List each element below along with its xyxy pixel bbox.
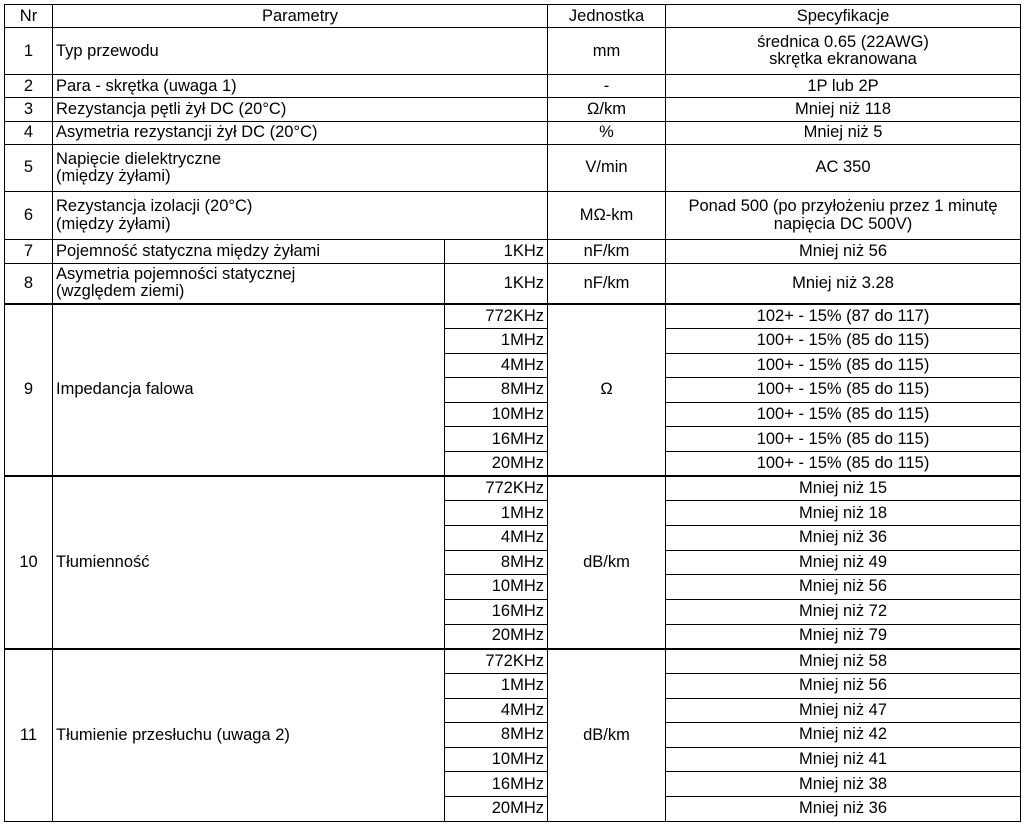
table-row [5,304,1021,329]
cell-line: Napięcie dielektryczne [56,149,222,168]
cell-line: 1P lub 2P [807,76,879,95]
row-unit: % [548,121,666,144]
cell-line: skrętka ekranowana [769,50,917,69]
row-specification: Mniej niż 47 [666,698,1021,723]
row-frequency: 772KHz [445,304,548,329]
table-row [5,98,1021,121]
row-frequency: 20MHz [445,452,548,477]
row-specification: Mniej niż 42 [666,723,1021,748]
cell-line: Asymetria rezystancji żył DC (20°C) [56,123,318,142]
row-nr: 1 [5,28,53,75]
row-frequency: 772KHz [445,476,548,501]
row-specification [666,144,1021,191]
row-specification [666,98,1021,121]
row-specification: 100+ - 15% (85 do 115) [666,353,1021,378]
row-nr: 7 [5,240,53,263]
row-unit: mm [548,28,666,75]
row-frequency: 1KHz [445,240,548,263]
table-row [5,28,1021,75]
row-parameter [53,240,445,263]
table-row [5,121,1021,144]
row-unit: - [548,75,666,98]
row-specification: Mniej niż 49 [666,550,1021,575]
table-row [5,191,1021,240]
row-parameter [53,191,548,240]
row-frequency: 4MHz [445,698,548,723]
row-frequency: 10MHz [445,575,548,600]
row-specification: 100+ - 15% (85 do 115) [666,427,1021,452]
row-specification: Mniej niż 36 [666,797,1021,822]
table-row [5,476,1021,501]
cell-line: Mniej niż 118 [795,99,892,118]
header-parametry: Parametry [53,5,548,28]
row-frequency: 1MHz [445,328,548,353]
row-parameter [53,98,548,121]
row-specification: 100+ - 15% (85 do 115) [666,402,1021,427]
row-unit: dB/km [548,476,666,648]
row-unit: MΩ-km [548,191,666,240]
row-unit: dB/km [548,649,666,822]
row-parameter [53,75,548,98]
row-specification: Mniej niż 38 [666,772,1021,797]
row-specification [666,263,1021,304]
row-specification: Mniej niż 18 [666,501,1021,526]
cell-line: Mniej niż 5 [803,123,883,142]
cell-line: napięcia DC 500V) [773,214,913,233]
cell-line: Para - skrętka (uwaga 1) [56,76,237,95]
cell-line: Mniej niż 56 [798,241,888,260]
row-specification [666,240,1021,263]
row-frequency: 8MHz [445,378,548,403]
row-nr: 3 [5,98,53,121]
cell-line: Rezystancja pętli żył DC (20°C) [56,99,287,118]
row-nr: 5 [5,144,53,191]
row-frequency: 1MHz [445,673,548,698]
cell-line: (między żyłami) [56,214,171,233]
row-specification: Mniej niż 56 [666,575,1021,600]
row-nr: 10 [5,476,53,648]
table-row [5,240,1021,263]
row-unit: V/min [548,144,666,191]
row-nr: 4 [5,121,53,144]
row-specification: Mniej niż 36 [666,526,1021,551]
row-parameter [53,144,548,191]
header-nr: Nr [5,5,53,28]
row-parameter [53,121,548,144]
cell-line: AC 350 [815,158,871,177]
row-parameter: Tłumienie przesłuchu (uwaga 2) [53,649,445,822]
row-nr: 11 [5,649,53,822]
row-frequency: 16MHz [445,427,548,452]
row-nr: 6 [5,191,53,240]
row-specification: Mniej niż 79 [666,624,1021,649]
row-parameter: Impedancja falowa [53,304,445,476]
cell-line: Asymetria pojemności statycznej [56,264,296,283]
cell-line: Rezystancja izolacji (20°C) [56,197,253,216]
row-frequency: 4MHz [445,526,548,551]
row-frequency: 1KHz [445,263,548,304]
cell-line: średnica 0.65 (22AWG) [757,32,929,51]
row-frequency: 4MHz [445,353,548,378]
row-frequency: 8MHz [445,550,548,575]
cell-line: Typ przewodu [56,41,159,60]
row-frequency: 10MHz [445,402,548,427]
row-specification: 100+ - 15% (85 do 115) [666,378,1021,403]
row-parameter [53,263,445,304]
row-unit: nF/km [548,263,666,304]
row-specification: Mniej niż 58 [666,649,1021,674]
row-nr: 8 [5,263,53,304]
table-row [5,144,1021,191]
row-specification [666,28,1021,75]
row-unit: Ω/km [548,98,666,121]
row-specification [666,121,1021,144]
row-specification: 100+ - 15% (85 do 115) [666,452,1021,477]
table-row [5,649,1021,674]
row-specification: Mniej niż 15 [666,476,1021,501]
row-frequency: 20MHz [445,797,548,822]
row-specification: Mniej niż 56 [666,673,1021,698]
row-frequency: 772KHz [445,649,548,674]
row-frequency: 16MHz [445,772,548,797]
cell-line: Ponad 500 (po przyłożeniu przez 1 minutę [688,197,998,216]
row-specification [666,75,1021,98]
row-specification: Mniej niż 41 [666,747,1021,772]
table-row [5,75,1021,98]
row-nr: 2 [5,75,53,98]
cell-line: Pojemność statyczna między żyłami [56,241,321,260]
header-jednostka: Jednostka [548,5,666,28]
specification-table [4,4,1021,822]
row-frequency: 10MHz [445,747,548,772]
table-body [5,5,1021,822]
row-nr: 9 [5,304,53,476]
row-unit: nF/km [548,240,666,263]
cell-line: (względem ziemi) [56,282,185,301]
row-frequency: 1MHz [445,501,548,526]
header-specyfikacje: Specyfikacje [666,5,1021,28]
row-specification: 100+ - 15% (85 do 115) [666,328,1021,353]
header-row [5,5,1021,28]
row-specification: Mniej niż 72 [666,599,1021,624]
row-parameter: Tłumienność [53,476,445,648]
cell-line: Mniej niż 3.28 [792,273,894,292]
row-frequency: 20MHz [445,624,548,649]
row-specification: 102+ - 15% (87 do 117) [666,304,1021,329]
cell-line: (między żyłami) [56,166,171,185]
row-frequency: 16MHz [445,599,548,624]
row-unit: Ω [548,304,666,476]
row-parameter [53,28,548,75]
row-specification [666,191,1021,240]
table-row [5,263,1021,304]
row-frequency: 8MHz [445,723,548,748]
